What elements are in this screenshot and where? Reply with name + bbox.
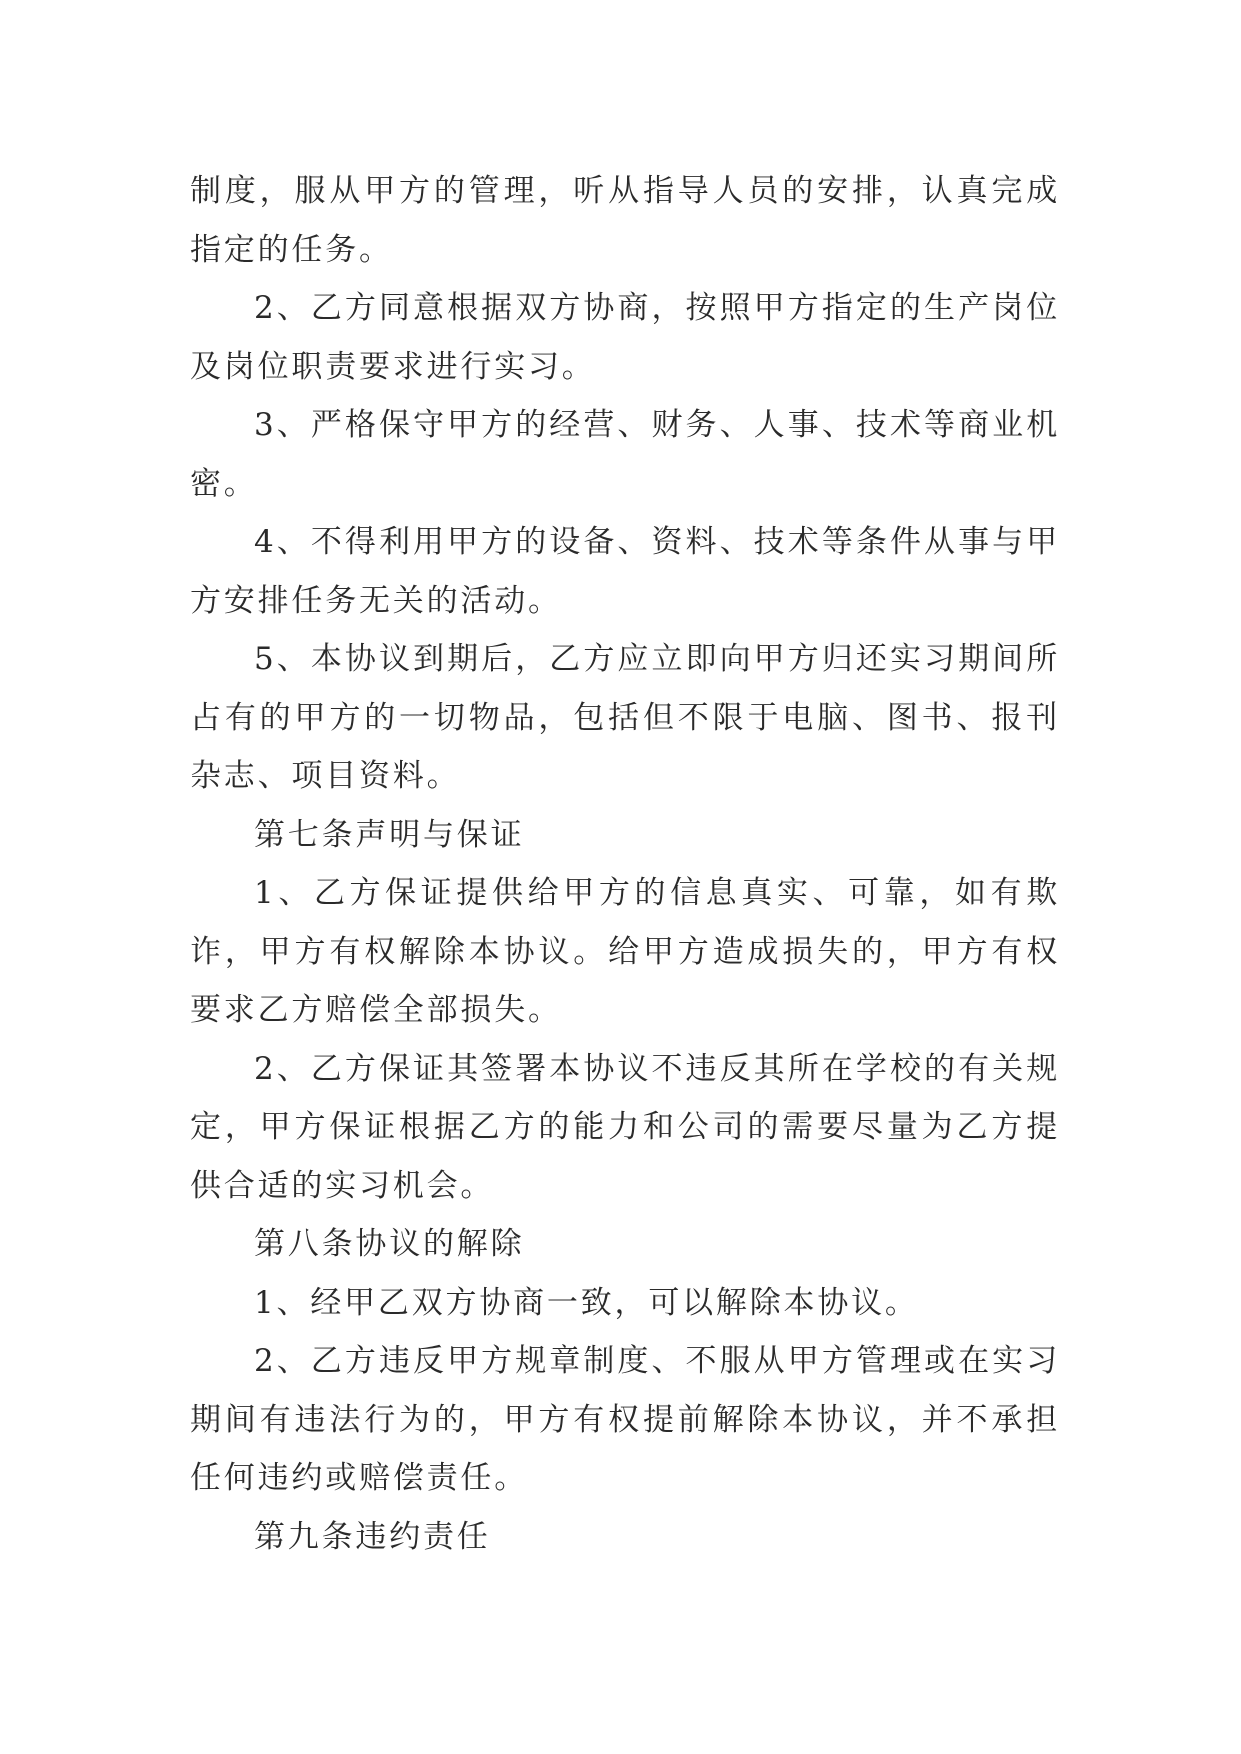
paragraph-clause-3: 3、严格保守甲方的经营、财务、人事、技术等商业机密。 (190, 407, 1060, 502)
paragraph-clause-5: 5、本协议到期后，乙方应立即向甲方归还实习期间所占有的甲方的一切物品，包括但不限于电脑、图书、报刊杂志、项目资料。 (190, 641, 1060, 794)
paragraph-clause-4: 4、不得利用甲方的设备、资料、技术等条件从事与甲方安排任务无关的活动。 (190, 524, 1060, 619)
paragraph-article-8-clause-1: 1、经甲乙双方协商一致，可以解除本协议。 (254, 1284, 919, 1321)
section-heading-article-9: 第九条违约责任 (254, 1518, 491, 1555)
section-heading-article-7: 第七条声明与保证 (254, 816, 525, 853)
document-body (190, 162, 1060, 1566)
paragraph-clause-2: 2、乙方同意根据双方协商，按照甲方指定的生产岗位及岗位职责要求进行实习。 (190, 290, 1060, 385)
paragraph-article-7-clause-1: 1、乙方保证提供给甲方的信息真实、可靠，如有欺诈，甲方有权解除本协议。给甲方造成损失的，甲方有权要求乙方赔偿全部损失。 (190, 875, 1060, 1028)
section-heading-article-8: 第八条协议的解除 (254, 1226, 525, 1262)
paragraph-article-8-clause-2: 2、乙方违反甲方规章制度、不服从甲方管理或在实习期间有违法行为的，甲方有权提前解除本协议，并不承担任何违约或赔偿责任。 (190, 1343, 1060, 1496)
paragraph-continuation: 制度，服从甲方的管理，听从指导人员的安排，认真完成指定的任务。 (190, 173, 1060, 268)
paragraph-article-7-clause-2: 2、乙方保证其签署本协议不违反其所在学校的有关规定，甲方保证根据乙方的能力和公司的需要尽量为乙方提供合适的实习机会。 (190, 1050, 1060, 1204)
